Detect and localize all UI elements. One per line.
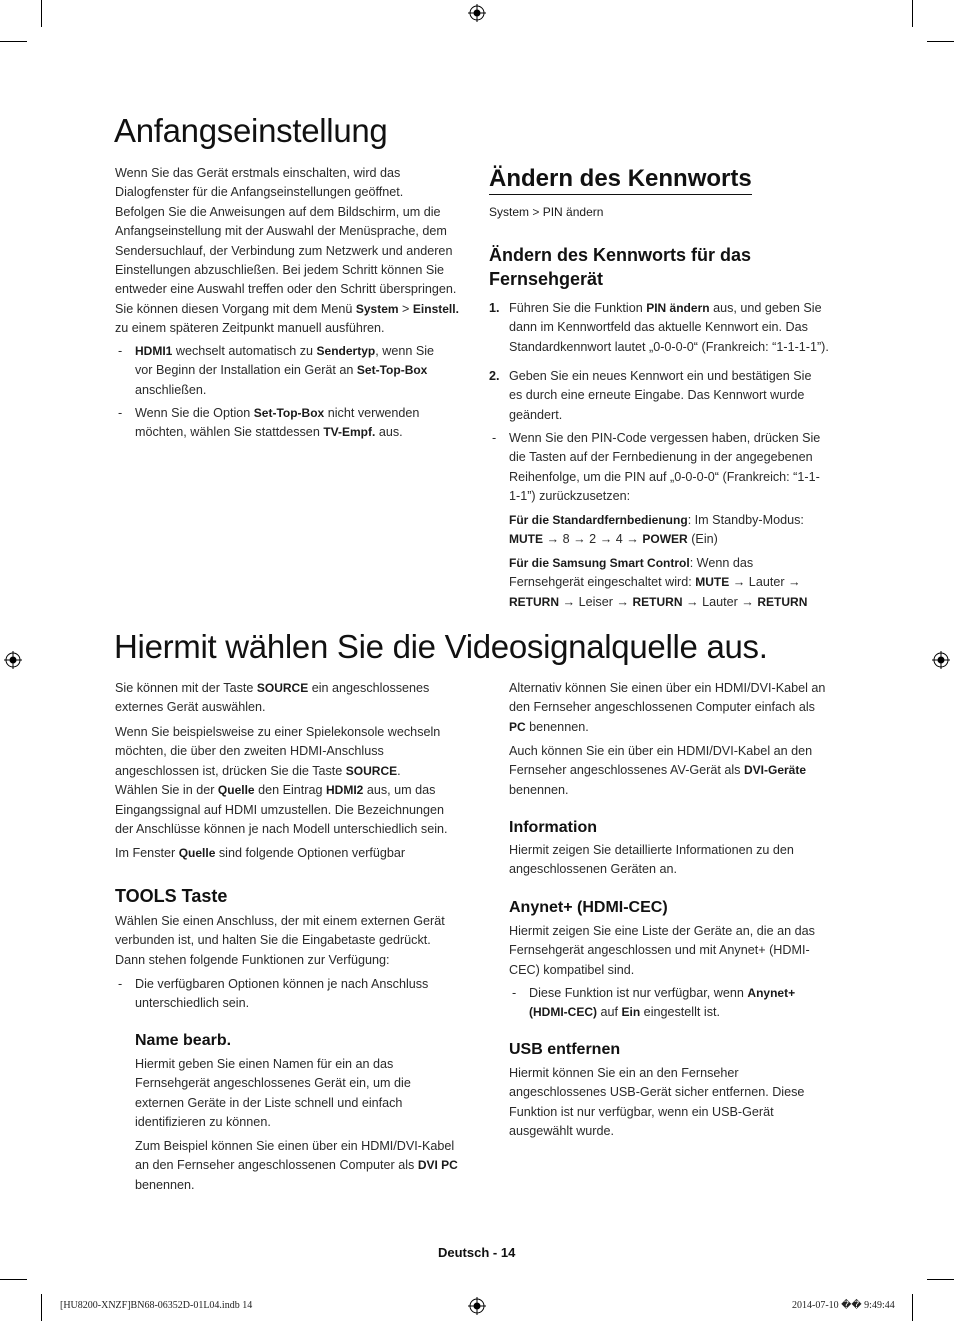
text-segment: nicht verwenden [324, 406, 420, 420]
text-segment: Funktion ist nur verfügbar, wenn ein USB-Gerät [509, 1104, 774, 1119]
note-dash: - [118, 406, 123, 420]
text-line [115, 742, 465, 761]
text-segment: Dann stehen folgende Funktionen zur Verfügung: [115, 952, 390, 967]
crop-mark [912, 0, 913, 27]
text-segment: entweder eine Auswahl treffen oder den Schritt überspringen. [115, 282, 457, 297]
text-line [509, 922, 854, 941]
text-segment: Im Fenster [115, 846, 179, 860]
note-set-top-box [135, 404, 465, 443]
text-segment: Dialogfenster für die Anfangseinstellungen geöffnet. [115, 185, 404, 200]
text-segment: Wenn Sie den PIN-Code vergessen haben, drücken Sie [509, 431, 821, 445]
text-line [509, 742, 854, 761]
registration-mark-icon [932, 651, 950, 669]
text-segment: ausgewählt wurde. [509, 1124, 615, 1139]
keyword: Quelle [178, 846, 216, 860]
text-segment: Zum Beispiel können Sie einen über ein HDMI/DVI-Kabel [135, 1139, 455, 1153]
text-segment: Die verfügbaren Optionen können je nach Anschluss [135, 977, 429, 991]
text-segment: aus, um das [363, 783, 436, 798]
text-segment: → Leiser → [559, 594, 633, 609]
keyword: RETURN [632, 594, 683, 609]
text-line [509, 1064, 854, 1083]
text-line [115, 844, 465, 863]
text-segment: benennen. [135, 1177, 195, 1192]
crop-mark [41, 1294, 42, 1321]
text-segment: Wählen Sie einen Anschluss, der mit einem externen Gerät [115, 914, 445, 928]
text-segment: externes Gerät auswählen. [115, 700, 266, 715]
paragraph-tools [115, 912, 465, 970]
text-line [509, 573, 854, 592]
keyword: MUTE [509, 532, 543, 547]
text-segment: Reihenfolge, um die PIN auf „0-0-0-0“ (Frankreich: “1-1- [509, 469, 820, 484]
text-line [509, 841, 854, 860]
keyword: RETURN [757, 594, 808, 609]
text-segment: Wenn Sie beispielsweise zu einer Spielekonsole wechseln [115, 725, 441, 739]
text-line [509, 318, 854, 337]
text-line [509, 448, 854, 467]
text-segment: eingestellt ist. [640, 1005, 720, 1020]
text-segment: zu einem späteren Zeitpunkt manuell ausführen. [115, 321, 385, 336]
text-line [115, 261, 465, 280]
section-title-anfangseinstellung: Anfangseinstellung [114, 112, 388, 149]
crop-mark [927, 1279, 954, 1280]
text-line [509, 1083, 854, 1102]
keyword: PC [509, 719, 526, 734]
text-segment: wechselt automatisch zu [172, 344, 317, 358]
registration-mark-icon [468, 1297, 486, 1315]
text-line [135, 994, 465, 1013]
note-dash: - [512, 986, 517, 1000]
paragraph-alternative-pc [509, 679, 854, 737]
paragraph-name-example [135, 1137, 465, 1195]
text-segment: aus, und geben Sie [709, 301, 822, 315]
text-line [135, 1055, 465, 1074]
text-segment: Hiermit können Sie ein an den Fernseher [509, 1066, 739, 1080]
keyword: RETURN [509, 594, 559, 609]
keyword: DVI PC [417, 1158, 458, 1173]
text-segment: Hiermit zeigen Sie eine Liste der Geräte an, die an das [509, 924, 815, 938]
text-segment: geändert. [509, 407, 563, 422]
text-line [115, 762, 465, 781]
keyword: POWER [642, 532, 688, 547]
note-pin-reset [509, 429, 854, 507]
text-segment: Sendersuchlauf, der Verbindung zum Netzwerk und anderen [115, 243, 453, 258]
section-title-kennwort: Ändern des Kennworts [489, 165, 752, 195]
paragraph-anynet [509, 922, 854, 980]
text-segment: CEC) kompatibel sind. [509, 962, 635, 977]
text-line [135, 381, 465, 400]
text-line [509, 554, 854, 573]
text-segment: auf [597, 1005, 622, 1020]
keyword: Für die Samsung Smart Control [509, 556, 690, 570]
text-line [509, 593, 854, 612]
text-segment: benennen. [509, 782, 569, 797]
text-line [509, 468, 854, 487]
text-segment: Hiermit geben Sie einen Namen für ein an das [135, 1057, 394, 1071]
keyword: Set-Top-Box [356, 363, 428, 378]
menu-path: System > PIN ändern [489, 205, 604, 219]
text-line [509, 511, 854, 530]
text-line [135, 1113, 465, 1132]
text-segment: angeschlossen ist, drücken Sie die Taste [115, 763, 346, 778]
page-number: Deutsch - 14 [438, 1245, 516, 1260]
registration-mark-icon [4, 651, 22, 669]
keyword: TV-Empf. [323, 425, 376, 440]
paragraph-dvi-geraete [509, 742, 854, 800]
paragraph-information [509, 841, 854, 880]
text-line [115, 912, 465, 931]
text-line [135, 975, 465, 994]
text-segment: 1-1”) zurückzusetzen: [509, 489, 631, 504]
text-segment: Befolgen Sie die Anweisungen auf dem Bildschirm, um die [115, 204, 441, 219]
text-line [509, 860, 854, 879]
text-line [115, 931, 465, 950]
text-line [529, 1003, 854, 1022]
text-line [115, 679, 465, 698]
text-segment: Diese Funktion ist nur verfügbar, wenn [529, 986, 748, 1000]
text-segment: Sie können mit der Taste [115, 681, 257, 695]
crop-mark [0, 1279, 27, 1280]
text-segment: identifizieren zu können. [135, 1115, 271, 1130]
text-segment: möchten, wählen Sie stattdessen [135, 425, 324, 440]
text-segment: Einstellungen abzuschließen. Bei jedem Schritt können Sie [115, 263, 445, 278]
text-segment: : Wenn das [689, 556, 754, 570]
text-line [135, 1156, 465, 1175]
text-segment: den Fernseher angeschlossenen Computer einfach als [509, 700, 815, 715]
text-segment: angeschlossenes USB-Gerät sicher entfernen. Diese [509, 1085, 805, 1100]
option-title-name-bearb: Name bearb. [135, 1032, 232, 1049]
keyword: HDMI2 [326, 783, 364, 798]
text-segment: Sie können diesen Vorgang mit dem Menü [115, 301, 356, 316]
text-segment: vor Beginn der Installation ein Gerät an [135, 363, 357, 378]
keyword: (HDMI-CEC) [529, 1005, 597, 1020]
text-line [115, 280, 465, 299]
text-segment: möchten, die über den zweiten HDMI-Anschluss [115, 744, 384, 759]
keyword: Für die Standardfernbedienung [509, 513, 688, 527]
text-segment: Fernseher angeschlossenes AV-Gerät als [509, 763, 744, 778]
note-options-vary [135, 975, 465, 1014]
text-line [115, 222, 465, 241]
paragraph-game-console [115, 723, 465, 839]
text-line [509, 718, 854, 737]
text-segment: es durch eine erneute Eingabe. Das Kennwort wurde [509, 388, 805, 403]
note-dash: - [118, 977, 123, 991]
crop-mark [0, 41, 27, 42]
option-title-information: Information [509, 819, 597, 836]
note-hdmi1 [135, 342, 465, 400]
note-anynet [529, 984, 854, 1023]
text-line [509, 386, 854, 405]
text-segment: , wenn Sie [375, 344, 435, 358]
text-line [115, 801, 465, 820]
keyword: Ein [621, 1005, 641, 1020]
text-segment: die Tasten auf der Fernbedienung in der angegebenen [509, 450, 813, 465]
text-line [509, 299, 854, 318]
text-segment: > [398, 301, 413, 316]
text-segment: aus. [375, 425, 403, 440]
text-line [115, 723, 465, 742]
keyword: Quelle [217, 783, 255, 798]
subsection-title-tools: TOOLS Taste [115, 886, 228, 906]
text-segment: ein angeschlossenes [308, 681, 430, 695]
text-line [135, 361, 465, 380]
paragraph-anfang-intro [115, 164, 465, 339]
text-segment: Standardkennwort lautet „0-0-0-0“ (Frankreich: “1-1-1-1”). [509, 339, 829, 354]
text-line [115, 781, 465, 800]
text-line [509, 698, 854, 717]
text-line [135, 1176, 465, 1195]
standard-remote-sequence [509, 511, 854, 550]
step-number: 2. [489, 369, 500, 383]
text-segment: Alternativ können Sie einen über ein HDMI/DVI-Kabel an [509, 681, 826, 695]
text-segment: Wenn Sie das Gerät erstmals einschalten, wird das [115, 166, 401, 180]
text-segment: Wenn Sie die Option [135, 406, 254, 420]
text-line [135, 1137, 465, 1156]
keyword: DVI-Geräte [743, 763, 807, 778]
text-line [115, 203, 465, 222]
text-segment: Anfangseinstellung mit der Auswahl der Menüsprache, dem [115, 224, 447, 239]
text-segment: → Lauter → [729, 575, 801, 590]
text-segment: verbunden ist, und halten Sie die Eingabetaste gedrückt. [115, 933, 431, 948]
text-segment: angeschlossenen Geräten an. [509, 862, 678, 877]
text-segment: den Eintrag [254, 783, 327, 798]
text-line [509, 487, 854, 506]
text-line [135, 423, 465, 442]
keyword: Sendertyp [316, 344, 376, 358]
text-line [135, 1074, 465, 1093]
text-line [135, 404, 465, 423]
text-line [509, 406, 854, 425]
text-segment: . [397, 763, 401, 778]
text-line [509, 761, 854, 780]
text-line [509, 961, 854, 980]
registration-mark-icon [468, 4, 486, 22]
text-segment: Geben Sie ein neues Kennwort ein und bestätigen Sie [509, 369, 812, 383]
text-segment: → Lauter → [682, 594, 758, 609]
text-line [509, 679, 854, 698]
note-dash: - [492, 431, 497, 445]
option-title-usb-entfernen: USB entfernen [509, 1041, 621, 1058]
text-segment: (Ein) [687, 532, 718, 547]
text-segment: an den Fernseher angeschlossenen Computer als [135, 1158, 418, 1173]
keyword: PIN ändern [646, 301, 710, 315]
text-line [509, 1103, 854, 1122]
crop-mark [912, 1294, 913, 1321]
text-segment: Fernsehgerät eingeschaltet wird: [509, 575, 696, 590]
text-segment: sind folgende Optionen verfügbar [215, 846, 406, 860]
text-segment: unterschiedlich sein. [135, 996, 250, 1011]
text-line [135, 1094, 465, 1113]
text-line [115, 698, 465, 717]
text-segment: dann im Kennwortfeld das aktuelle Kennwort ein. Das [509, 320, 808, 335]
paragraph-usb-entfernen [509, 1064, 854, 1142]
text-line [115, 183, 465, 202]
keyword: HDMI1 [135, 344, 173, 358]
text-segment: Eingangssignal auf HDMI umzustellen. Die Bezeichnungen [115, 802, 445, 817]
text-line [115, 319, 465, 338]
subsection-title-kennwort-fernsehgeraet: Ändern des Kennworts für das Fernsehgerät [489, 245, 752, 289]
text-segment: benennen. [525, 719, 589, 734]
note-dash: - [118, 344, 123, 358]
text-line [509, 1122, 854, 1141]
text-line [115, 820, 465, 839]
crop-mark [41, 0, 42, 27]
text-line [509, 338, 854, 357]
keyword: Anynet+ [747, 986, 796, 1000]
text-segment: Führen Sie die Funktion [509, 301, 647, 315]
smart-control-sequence [509, 554, 854, 612]
text-segment: Wählen Sie in der [115, 783, 218, 798]
text-line [509, 367, 854, 386]
step-number: 1. [489, 301, 500, 315]
text-segment: externen Geräte in der Liste schnell und einfach [135, 1095, 403, 1110]
option-title-anynet: Anynet+ (HDMI-CEC) [509, 899, 668, 916]
keyword: Set-Top-Box [253, 406, 325, 420]
text-line [115, 951, 465, 970]
text-segment: Auch können Sie ein über ein HDMI/DVI-Kabel an den [509, 744, 813, 758]
crop-mark [927, 41, 954, 42]
keyword: System [355, 301, 399, 316]
keyword: SOURCE [256, 681, 309, 695]
section-title-videosignalquelle: Hiermit wählen Sie die Videosignalquelle aus. [114, 628, 768, 665]
paragraph-options [115, 844, 465, 863]
keyword: MUTE [695, 575, 730, 590]
text-segment: Hiermit zeigen Sie detaillierte Informationen zu den [509, 843, 794, 857]
text-line [135, 342, 465, 361]
text-line [509, 429, 854, 448]
step-2-text [509, 367, 854, 425]
text-segment: der Anschlüsse können je nach Modell unterschiedlich sein. [115, 822, 448, 837]
step-1-text [509, 299, 854, 357]
text-line [509, 781, 854, 800]
text-segment: Fernsehgerät angeschlossenes Gerät ein, um die [135, 1076, 411, 1091]
paragraph-source [115, 679, 465, 718]
text-line [115, 300, 465, 319]
text-line [509, 941, 854, 960]
text-segment: anschließen. [135, 382, 207, 397]
print-slug-left: [HU8200-XNZF]BN68-06352D-01L04.indb 14 [60, 1300, 253, 1311]
text-line [529, 984, 854, 1003]
text-segment: Fernsehgerät angeschlossen und mit Anynet+ (HDMI- [509, 943, 810, 958]
text-line [509, 530, 854, 549]
text-segment: → 8 → 2 → 4 → [543, 532, 643, 547]
text-line [115, 164, 465, 183]
keyword: Einstell. [412, 301, 459, 316]
paragraph-name-bearb [135, 1055, 465, 1133]
text-segment: : Im Standby-Modus: [687, 513, 804, 527]
print-slug-right: 2014-07-10 �� 9:49:44 [792, 1300, 895, 1311]
text-line [115, 242, 465, 261]
keyword: SOURCE [345, 763, 398, 778]
